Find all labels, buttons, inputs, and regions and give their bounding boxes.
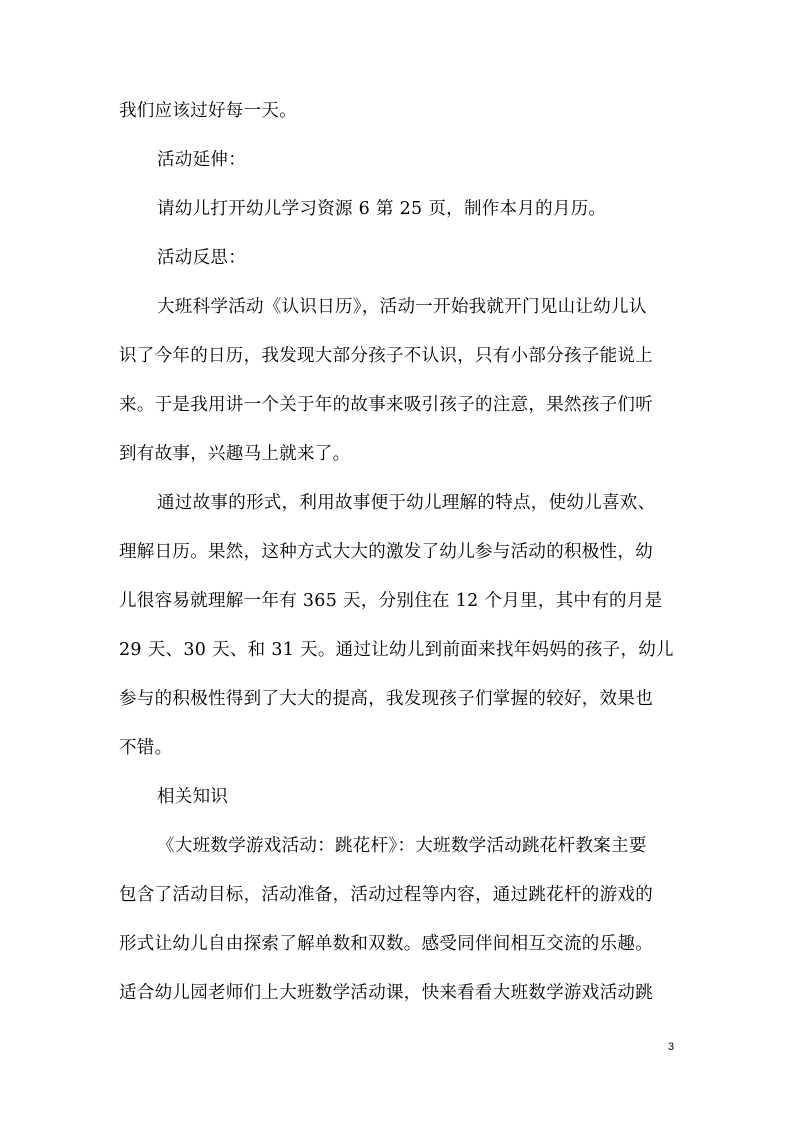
text-line: 来。于是我用讲一个关于年的故事来吸引孩子的注意，果然孩子们听 [119,395,653,415]
section-heading-extension: 活动延伸： [157,150,246,170]
text-line: 通过故事的形式，利用故事便于幼儿理解的特点，使幼儿喜欢、 [157,493,656,513]
text-line: 理解日历。果然，这种方式大大的激发了幼儿参与活动的积极性，幼 [119,542,653,562]
text-line: 请幼儿打开幼儿学习资源 6 第 25 页，制作本月的月历。 [157,199,607,219]
text-line: 29 天、30 天、和 31 天。通过让幼儿到前面来找年妈妈的孩子，幼儿 [119,640,674,660]
text-line: 不错。 [119,738,173,758]
section-heading-related-knowledge: 相关知识 [157,787,229,807]
text-line: 儿很容易就理解一年有 365 天，分别住在 12 个月里，其中有的月是 [119,591,663,611]
text-line: 形式让幼儿自由探索了解单数和双数。感受同伴间相互交流的乐趣。 [119,934,653,954]
text-line: 识了今年的日历，我发现大部分孩子不认识，只有小部分孩子能说上 [119,346,653,366]
body-text [119,87,679,1018]
text-line: 包含了活动目标，活动准备，活动过程等内容，通过跳花杆的游戏的 [119,885,653,905]
page-number: 3 [668,1041,675,1053]
text-line: 《大班数学游戏活动：跳花杆》：大班数学活动跳花杆教案主要 [157,836,647,856]
text-line: 到有故事，兴趣马上就来了。 [119,444,351,464]
text-line: 大班科学活动《认识日历》，活动一开始我就开门见山让幼儿认 [157,297,647,317]
text-line: 参与的积极性得到了大大的提高，我发现孩子们掌握的较好，效果也 [119,689,653,709]
text-line: 我们应该过好每一天。 [119,101,297,121]
section-heading-reflection: 活动反思： [157,248,246,268]
text-line: 适合幼儿园老师们上大班数学活动课，快来看看大班数学游戏活动跳 [119,983,653,1003]
